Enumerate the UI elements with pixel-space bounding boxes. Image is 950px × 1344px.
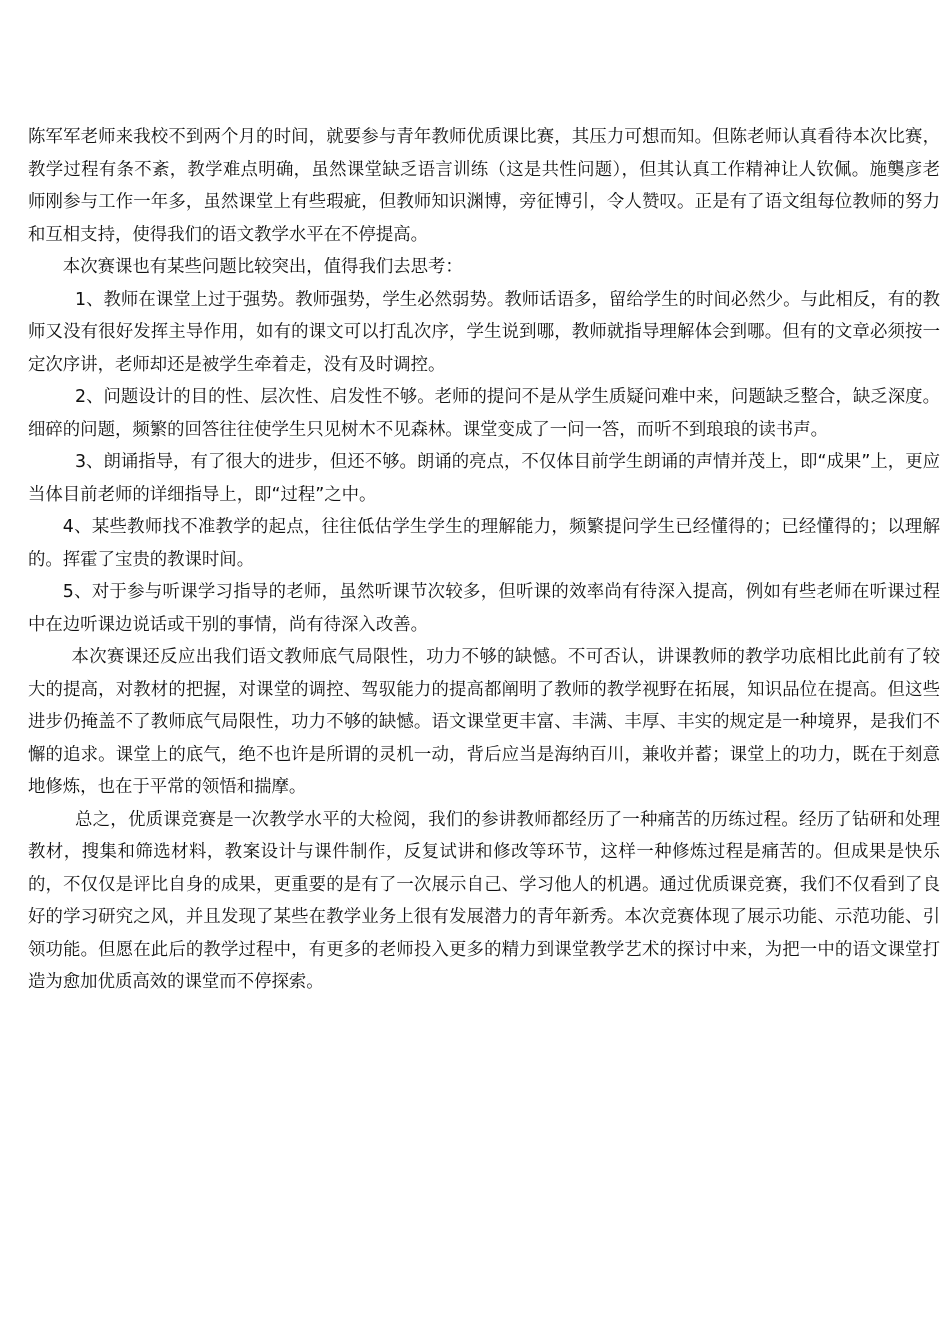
paragraph-problem-3: 3、朗诵指导，有了很大的进步，但还不够。朗诵的亮点，不仅体目前学生朗诵的声情并茂上，即“成果”上，更应当体目前老师的详细指导上，即“过程”之中。 bbox=[28, 452, 940, 505]
document-body bbox=[28, 121, 940, 999]
paragraph-shortcomings: 本次赛课还反应出我们语文教师底气局限性，功力不够的缺憾。不可否认，讲课教师的教学功底相比此前有了较大的提高，对教材的把握，对课堂的调控、驾驭能力的提高都阐明了教师的教学视野在拓展，知识品位在提高。但这些进步仍掩盖不了教师底气局限性，功力不够的缺憾。语文课堂更丰富、丰满、丰厚、丰实的规定是一种境界，是我们不懈的追求。课堂上的底气，绝不也许是所谓的灵机一动，背后应当是海纳百川，兼收并蓄；课堂上的功力，既在于刻意地修炼，也在于平常的领悟和揣摩。 bbox=[28, 647, 940, 797]
paragraph-problems-intro: 本次赛课也有某些问题比较突出，值得我们去思考： bbox=[62, 257, 463, 277]
paragraph-problem-4: 4、某些教师找不准教学的起点，往往低估学生学生的理解能力，频繁提问学生已经懂得的；已经懂得的；以理解的。挥霍了宝贵的教课时间。 bbox=[28, 517, 940, 570]
paragraph-problem-5: 5、对于参与听课学习指导的老师，虽然听课节次较多，但听课的效率尚有待深入提高，例如有些老师在听课过程中在边听课边说话或干别的事情，尚有待深入改善。 bbox=[28, 582, 940, 635]
paragraph-problem-1: 1、教师在课堂上过于强势。教师强势，学生必然弱势。教师话语多，留给学生的时间必然少。与此相反，有的教师又没有很好发挥主导作用，如有的课文可以打乱次序，学生说到哪，教师就指导理解体会到哪。但有的文章必须按一定次序讲，老师却还是被学生牵着走，没有及时调控。 bbox=[28, 289, 940, 375]
paragraph-problem-2: 2、问题设计的目的性、层次性、启发性不够。老师的提问不是从学生质疑问难中来，问题缺乏整合，缺乏深度。细碎的问题，频繁的回答往往使学生只见树木不见森林。课堂变成了一问一答，而听不到琅琅的读书声。 bbox=[28, 387, 940, 440]
paragraph-conclusion: 总之，优质课竞赛是一次教学水平的大检阅，我们的参讲教师都经历了一种痛苦的历练过程。经历了钻研和处理教材，搜集和筛选材料，教案设计与课件制作，反复试讲和修改等环节，这样一种修炼过程是痛苦的。但成果是快乐的，不仅仅是评比自身的成果，更重要的是有了一次展示自己、学习他人的机遇。通过优质课竞赛，我们不仅看到了良好的学习研究之风，并且发现了某些在教学业务上很有发展潜力的青年新秀。本次竞赛体现了展示功能、示范功能、引领功能。但愿在此后的教学过程中，有更多的老师投入更多的精力到课堂教学艺术的探讨中来，为把一中的语文课堂打造为愈加优质高效的课堂而不停探索。 bbox=[28, 809, 940, 992]
paragraph-teacher-praise: 陈军军老师来我校不到两个月的时间，就要参与青年教师优质课比赛，其压力可想而知。但陈老师认真看待本次比赛，教学过程有条不紊，教学难点明确，虽然课堂缺乏语言训练（这是共性问题），但其认真工作精神让人钦佩。施龑彦老师刚参与工作一年多，虽然课堂上有些瑕疵，但教师知识渊博，旁征博引，令人赞叹。正是有了语文组每位教师的努力和互相支持，使得我们的语文教学水平在不停提高。 bbox=[28, 127, 940, 245]
